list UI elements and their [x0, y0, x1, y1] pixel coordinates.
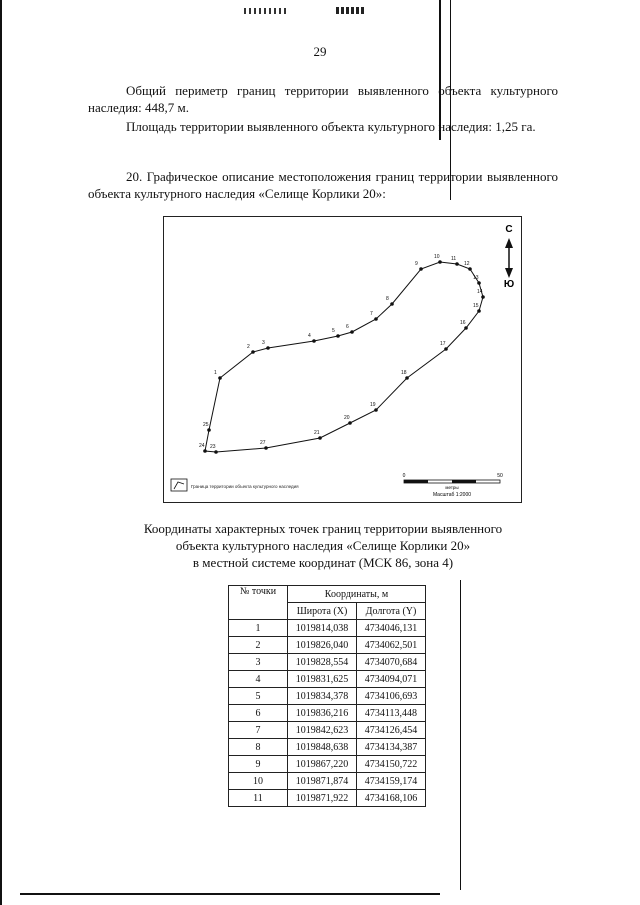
scale-end: 50: [497, 473, 503, 479]
boundary-point: [266, 346, 270, 350]
header-point-number: № точки: [229, 586, 288, 620]
boundary-point: [438, 260, 442, 264]
section-heading: 20. Графическое описание местоположения границ территории выявленного объекта культурного наследия «Селище Корлики 20»:: [88, 169, 558, 201]
south-label: Ю: [503, 279, 515, 290]
boundary-point-label: 14: [477, 289, 483, 295]
table-row: [229, 790, 426, 807]
longitude-cell: 4734159,174: [357, 773, 426, 790]
longitude-cell: 4734046,131: [357, 620, 426, 637]
latitude-cell: 1019836,216: [288, 705, 357, 722]
perimeter-paragraph: Общий периметр границ территории выявленного объекта культурного наследия: 448,7 м.: [88, 83, 558, 115]
boundary-point: [477, 281, 481, 285]
boundary-point: [207, 428, 211, 432]
point-number-cell: 3: [229, 654, 288, 671]
boundary-line: [205, 262, 483, 452]
page-number: 29: [313, 44, 327, 59]
boundary-point: [374, 408, 378, 412]
boundary-point: [455, 262, 459, 266]
boundary-point-label: 23: [210, 444, 216, 450]
longitude-cell: 4734168,106: [357, 790, 426, 807]
boundary-point-label: 10: [434, 254, 440, 260]
point-number-cell: 1: [229, 620, 288, 637]
longitude-cell: 4734113,448: [357, 705, 426, 722]
point-number-cell: 8: [229, 739, 288, 756]
boundary-point: [477, 309, 481, 313]
longitude-cell: 4734150,722: [357, 756, 426, 773]
legend-line-icon: [174, 482, 184, 489]
table-row: [229, 620, 426, 637]
header-longitude: Долгота (Y): [357, 603, 426, 620]
scale-text: Масштаб 1:2000: [432, 492, 472, 498]
scale-unit: метры: [445, 485, 459, 490]
boundary-point: [336, 334, 340, 338]
table-row: [229, 773, 426, 790]
boundary-point-label: 5: [332, 328, 335, 334]
boundary-point-label: 24: [199, 443, 205, 449]
boundary-point-label: 13: [473, 275, 479, 281]
table-row: [229, 739, 426, 756]
boundary-point-label: 6: [346, 324, 349, 330]
boundary-point-label: 2: [247, 344, 250, 350]
boundary-point-label: 25: [203, 422, 209, 428]
point-number-cell: 2: [229, 637, 288, 654]
longitude-cell: 4734070,684: [357, 654, 426, 671]
table-row: [229, 722, 426, 739]
longitude-cell: 4734106,693: [357, 688, 426, 705]
boundary-point-label: 4: [308, 333, 311, 339]
scale-start: 0: [402, 473, 406, 479]
coordinates-table: [228, 585, 426, 807]
latitude-cell: 1019848,638: [288, 739, 357, 756]
table-row: [229, 637, 426, 654]
table-caption-line3: в местной системе координат (МСК 86, зона 4): [192, 555, 454, 570]
boundary-point: [419, 267, 423, 271]
boundary-point-label: 8: [386, 296, 389, 302]
boundary-point-label: 21: [314, 430, 320, 436]
point-number-cell: 5: [229, 688, 288, 705]
boundary-point: [350, 330, 354, 334]
boundary-point: [251, 350, 255, 354]
latitude-cell: 1019834,378: [288, 688, 357, 705]
boundary-point: [464, 326, 468, 330]
longitude-cell: 4734126,454: [357, 722, 426, 739]
north-arrowhead-icon: [505, 238, 513, 248]
point-number-cell: 7: [229, 722, 288, 739]
boundary-point: [405, 376, 409, 380]
boundary-point-label: 17: [440, 341, 446, 347]
south-arrowhead-icon: [505, 268, 513, 278]
table-row: [229, 654, 426, 671]
header-coordinates: Координаты, м: [288, 586, 426, 603]
boundary-point: [312, 339, 316, 343]
boundary-point: [264, 446, 268, 450]
longitude-cell: 4734134,387: [357, 739, 426, 756]
boundary-point-label: 12: [464, 261, 470, 267]
table-caption-line1: Координаты характерных точек границ территории выявленного: [143, 521, 503, 536]
boundary-point: [218, 376, 222, 380]
latitude-cell: 1019828,554: [288, 654, 357, 671]
longitude-cell: 4734094,071: [357, 671, 426, 688]
north-label: С: [505, 224, 513, 235]
latitude-cell: 1019826,040: [288, 637, 357, 654]
boundary-point-label: 9: [415, 261, 418, 267]
boundary-point-label: 19: [370, 402, 376, 408]
longitude-cell: 4734062,501: [357, 637, 426, 654]
boundary-point-label: 7: [370, 311, 373, 317]
boundary-point: [468, 267, 472, 271]
scale-bar-segment: [404, 480, 428, 483]
header-latitude: Широта (X): [288, 603, 357, 620]
boundary-point-label: 20: [344, 415, 350, 421]
boundary-point: [214, 450, 218, 454]
latitude-cell: 1019867,220: [288, 756, 357, 773]
latitude-cell: 1019842,623: [288, 722, 357, 739]
boundary-point: [481, 295, 485, 299]
table-row: [229, 705, 426, 722]
table-row: [229, 671, 426, 688]
legend-box: [171, 479, 187, 491]
boundary-point-label: 16: [460, 320, 466, 326]
point-number-cell: 10: [229, 773, 288, 790]
boundary-point: [374, 317, 378, 321]
point-number-cell: 6: [229, 705, 288, 722]
table-caption-line2: объекта культурного наследия «Селище Корлики 20»: [175, 538, 471, 553]
boundary-point: [203, 449, 207, 453]
boundary-point: [444, 347, 448, 351]
boundary-point-label: 11: [451, 256, 457, 262]
scale-bar-segment: [452, 480, 476, 483]
legend-text: Граница территории объекта культурного наследия: [191, 484, 299, 489]
boundary-point-label: 3: [262, 340, 265, 346]
boundary-point: [348, 421, 352, 425]
boundary-point-label: 18: [401, 370, 407, 376]
table-row: [229, 688, 426, 705]
point-number-cell: 9: [229, 756, 288, 773]
latitude-cell: 1019871,874: [288, 773, 357, 790]
boundary-point: [390, 302, 394, 306]
point-number-cell: 11: [229, 790, 288, 807]
latitude-cell: 1019831,625: [288, 671, 357, 688]
area-paragraph: Площадь территории выявленного объекта культурного наследия: 1,25 га.: [126, 119, 536, 134]
boundary-point: [318, 436, 322, 440]
latitude-cell: 1019814,038: [288, 620, 357, 637]
coordinates-table-body: [229, 620, 426, 807]
boundary-point-label: 27: [260, 440, 266, 446]
latitude-cell: 1019871,922: [288, 790, 357, 807]
table-row: [229, 756, 426, 773]
point-number-cell: 4: [229, 671, 288, 688]
boundary-point-label: 1: [214, 370, 217, 376]
boundary-point-label: 15: [473, 303, 479, 309]
